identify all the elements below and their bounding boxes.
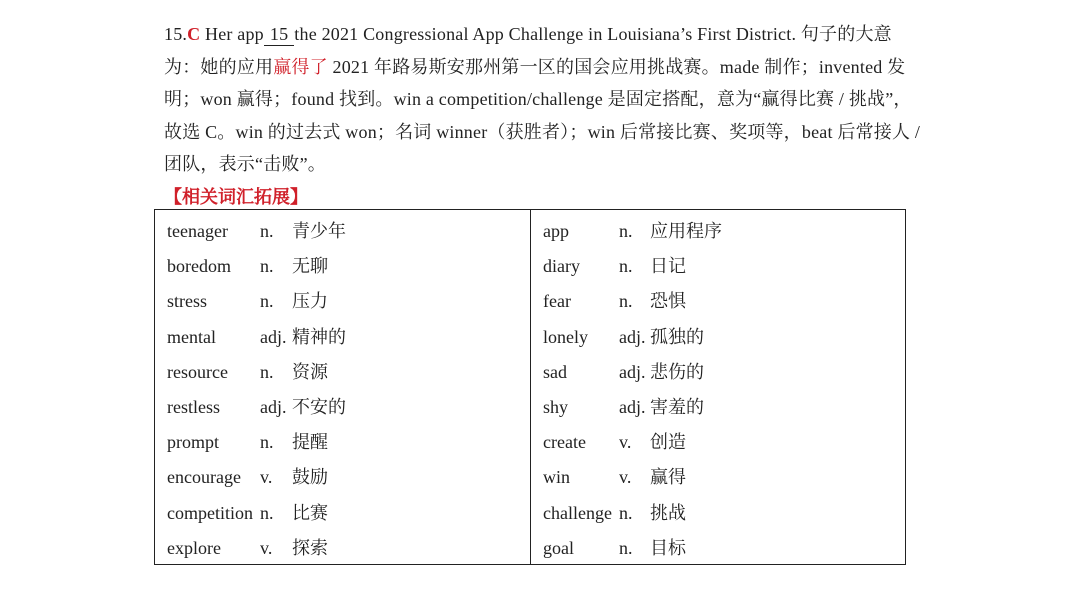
vocab-word: teenager xyxy=(167,221,228,241)
vocab-column-left xyxy=(155,210,531,564)
vocab-word: win xyxy=(543,467,570,488)
section-title: 【相关词汇拓展】 xyxy=(164,187,308,207)
vocab-word: explore xyxy=(167,537,221,558)
vocab-row xyxy=(531,284,906,319)
vocab-pos: v. xyxy=(260,467,273,488)
vocab-meaning: 不安的 xyxy=(292,397,346,417)
vocab-pos: v. xyxy=(260,537,273,558)
vocab-column-right xyxy=(531,210,906,564)
vocab-row xyxy=(155,284,530,319)
vocab-meaning: 孤独的 xyxy=(650,326,704,347)
vocab-meaning: 创造 xyxy=(650,432,686,453)
vocab-row xyxy=(531,496,906,531)
vocab-pos: adj. xyxy=(260,397,287,417)
vocab-word: stress xyxy=(167,291,207,312)
vocab-row xyxy=(155,390,530,425)
vocab-meaning: 悲伤的 xyxy=(650,361,704,382)
vocab-word: create xyxy=(543,432,586,453)
vocab-row xyxy=(531,531,906,566)
vocab-meaning: 探索 xyxy=(292,537,328,558)
vocab-row xyxy=(531,320,906,355)
vocab-row xyxy=(155,460,530,495)
vocab-meaning: 目标 xyxy=(650,537,686,558)
vocab-pos: n. xyxy=(260,256,274,277)
vocab-table xyxy=(154,209,906,565)
highlighted-translation: 赢得了 xyxy=(273,56,328,77)
vocab-pos: n. xyxy=(619,291,633,312)
vocab-pos: n. xyxy=(260,432,274,453)
vocab-word: lonely xyxy=(543,326,588,347)
vocab-word: boredom xyxy=(167,256,231,277)
vocab-row xyxy=(531,355,906,390)
vocab-row xyxy=(155,249,530,284)
vocab-meaning: 赢得 xyxy=(650,467,686,488)
question-number: 15. xyxy=(164,24,188,44)
sentence-after-blank: the 2021 Congressional App Challenge in Louisiana’s First District. 句子的大意为：她的应用 xyxy=(164,24,892,77)
vocab-meaning: 恐惧 xyxy=(650,291,686,312)
vocab-pos: n. xyxy=(619,256,633,277)
vocab-pos: n. xyxy=(619,502,633,523)
vocab-row xyxy=(531,214,906,249)
vocab-word: competition xyxy=(167,502,253,523)
vocab-meaning: 害羞的 xyxy=(650,397,704,417)
vocab-pos: adj. xyxy=(619,397,646,417)
vocab-word: shy xyxy=(543,397,569,417)
vocab-row xyxy=(155,320,530,355)
vocab-word: challenge xyxy=(543,502,612,523)
vocab-row xyxy=(155,425,530,460)
vocab-row xyxy=(155,214,530,249)
vocab-word: diary xyxy=(543,256,580,277)
vocab-meaning: 挑战 xyxy=(650,502,686,523)
vocab-pos: adj. xyxy=(619,361,646,382)
vocab-pos: v. xyxy=(619,467,632,488)
vocab-word: prompt xyxy=(167,432,219,453)
vocab-pos: n. xyxy=(260,291,274,312)
vocab-word: mental xyxy=(167,326,216,347)
answer-explanation xyxy=(164,18,924,181)
vocab-pos: n. xyxy=(619,537,633,558)
vocab-pos: adj. xyxy=(619,326,646,347)
vocab-meaning: 提醒 xyxy=(292,432,328,453)
vocab-pos: n. xyxy=(619,221,633,241)
vocab-row xyxy=(531,249,906,284)
vocab-word: fear xyxy=(543,291,571,312)
vocab-row xyxy=(155,496,530,531)
vocab-word: resource xyxy=(167,361,228,382)
vocab-meaning: 无聊 xyxy=(292,256,328,277)
vocab-row xyxy=(155,531,530,566)
vocab-row xyxy=(531,425,906,460)
vocab-meaning: 压力 xyxy=(292,291,328,312)
vocab-word: sad xyxy=(543,361,567,382)
vocab-pos: v. xyxy=(619,432,632,453)
explanation-rest: 2021 年路易斯安那州第一区的国会应用挑战赛。made 制作；invented 发明；won 赢得；found 找到。win a competition/challenge 是固定搭配，意为“赢得比赛 / 挑战”，故选 C。win 的过去式 won；名词 winner（获胜者）；win 后常接比赛、奖项等，beat 后常接人 / 团队，表示“击败”。 xyxy=(164,56,921,174)
vocab-pos: n. xyxy=(260,361,274,382)
vocab-row xyxy=(531,460,906,495)
answer-letter: C xyxy=(187,24,201,44)
vocab-word: restless xyxy=(167,397,220,417)
vocab-meaning: 青少年 xyxy=(292,221,346,241)
vocab-row xyxy=(155,355,530,390)
vocab-meaning: 资源 xyxy=(292,361,328,382)
vocab-pos: n. xyxy=(260,221,274,241)
vocab-word: encourage xyxy=(167,467,241,488)
vocab-word: app xyxy=(543,221,569,241)
sentence-start: Her app xyxy=(200,24,264,44)
vocab-meaning: 鼓励 xyxy=(292,467,328,488)
vocab-pos: adj. xyxy=(260,326,287,347)
vocab-meaning: 比赛 xyxy=(292,502,328,523)
vocab-meaning: 应用程序 xyxy=(650,221,722,241)
vocab-meaning: 日记 xyxy=(650,256,686,277)
vocab-word: goal xyxy=(543,537,574,558)
vocab-pos: n. xyxy=(260,502,274,523)
vocab-meaning: 精神的 xyxy=(292,326,346,347)
blank-15: 15 xyxy=(264,23,294,46)
vocab-row xyxy=(531,390,906,425)
